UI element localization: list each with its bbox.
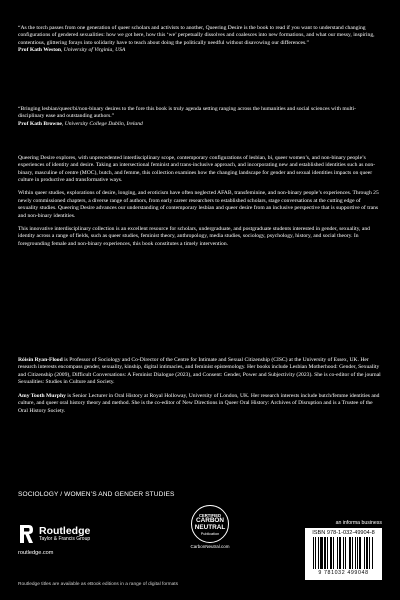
carbon-neutral-badge bbox=[191, 505, 229, 543]
ebook-note: Routledge titles are available as eBook editions in a range of digital formats bbox=[18, 582, 178, 587]
barcode-bar bbox=[318, 537, 319, 569]
badge-line: CERTIFIED bbox=[198, 513, 222, 518]
barcode-bar bbox=[372, 537, 373, 569]
author-bios bbox=[18, 357, 382, 421]
barcode-bar bbox=[349, 537, 351, 569]
barcode-bar bbox=[359, 537, 361, 569]
barcode-bar bbox=[343, 537, 344, 569]
author-name: Róisín Ryan-Flood bbox=[18, 357, 63, 363]
publisher-group: Taylor & Francis Group bbox=[39, 536, 91, 543]
author-bio-text: is Professor of Sociology and Co-Director of the Centre for Intimate and Sexual Citizenship (CISC) at the University of Essex, UK. Her research interests encompass gender, sexuality, kinship, digital intimacies, and feminist epistemology. Her books include Lesbian Motherhood: Gender, Sexuality and Citizenship (2009), Difficult Conversations: A Feminist Dialogue (2023), and Consent: Gender, Power and Subjectivity (2023). She is co-editor of the journal Sexualities: Studies in Culture and Society. bbox=[18, 357, 381, 386]
barcode-bar bbox=[352, 537, 353, 569]
badge-line: NEUTRAL bbox=[194, 523, 226, 531]
quote-affiliation: University College Dublin, Ireland bbox=[64, 120, 143, 127]
endorsement-quote-1: “As the torch passes from one generation of queer scholars and activists to another, Queering Desire is the book to read if you want to understand changing configurations of gendered sexualities: how we got here, how this ‘we’ perpetually dissolves and coalesces into new formations, and what our messy, inspiring, contentious, glittering forays into solidarity have to teach about doing the politically needful without disavowing our differences.” Prof Kath Weston, University of Virginia, USA bbox=[18, 25, 382, 55]
barcode-bar bbox=[324, 537, 326, 569]
barcode-bar bbox=[330, 537, 332, 569]
quote-affiliation: University of Virginia, USA bbox=[63, 47, 126, 54]
barcode-bar bbox=[345, 537, 346, 569]
author-name: Amy Tooth Murphy bbox=[18, 392, 66, 399]
barcode-bar bbox=[357, 537, 358, 569]
description-paragraph: Queering Desire explores, with unprecedented interdisciplinary scope, contemporary configurations of lesbian, bi, queer women’s, and non-binary people’s experiences of identity and desire. Taking an intersectional feminist and trans-inclusive approach, and incorporating new and established identities such as non-binary, masculine of centre (MOC), butch, and femme, this collection examines how the changing landscape for gender and sexual identities impacts on queer culture in productive and transformative ways. bbox=[18, 155, 376, 184]
barcode-bar bbox=[366, 537, 368, 569]
ean-number: 9 781032 499048 bbox=[318, 570, 369, 576]
badge-line: CARBON bbox=[195, 517, 225, 524]
endorsement-quote-2: “Bringing lesbian/queer/bi/non-binary desires to the fore this book is truly agenda setting ranging across the humanities and social sciences with multi-disciplinary ease and outstanding authors.” Prof Kath Browne, University College Dublin, Ireland bbox=[18, 106, 382, 128]
barcode-bar bbox=[333, 537, 334, 569]
barcode-bar bbox=[320, 537, 323, 569]
parent-company: an informa business bbox=[335, 520, 382, 526]
author-bio bbox=[18, 393, 382, 415]
subject-category: SOCIOLOGY / WOMEN’S AND GENDER STUDIES bbox=[18, 491, 175, 498]
barcode-icon bbox=[312, 537, 376, 569]
barcode-bar bbox=[327, 537, 328, 569]
publisher-url[interactable]: routledge.com bbox=[18, 550, 54, 556]
barcode-block bbox=[305, 528, 382, 580]
barcode-bar bbox=[313, 537, 314, 569]
badge-line: Publication bbox=[200, 532, 220, 537]
book-description bbox=[18, 155, 382, 254]
quote-author: Prof Kath Weston bbox=[18, 47, 61, 54]
barcode-bar bbox=[339, 537, 341, 569]
publisher-name: Routledge bbox=[39, 524, 91, 537]
description-paragraph: This innovative interdisciplinary collection is an excellent resource for scholars, undergraduate, and postgraduate students interested in gender, sexuality, and identity across a range of fields, such as queer studies, feminist theory, anthropology, media studies, sociology, psychology, history, and social theory. In foregrounding female and non-binary experiences, this book constitutes a timely intervention. bbox=[18, 225, 370, 247]
isbn-text: ISBN 978-1-032-49904-8 bbox=[312, 530, 375, 536]
quote-text: “Bringing lesbian/queer/bi/non-binary desires to the fore this book is truly agenda setting ranging across the humanities and social sciences with multi-disciplinary ease and outstanding authors.” bbox=[18, 106, 357, 120]
routledge-logo-icon bbox=[18, 524, 34, 544]
publisher-logo bbox=[18, 524, 90, 556]
barcode-bar bbox=[315, 537, 316, 569]
barcode-bar bbox=[369, 537, 370, 569]
barcode-bar bbox=[337, 537, 338, 569]
author-bio-text: is Senior Lecturer in Oral History at Royal Holloway, University of London, UK. Her research interests include butch/femme identities and culture, and queer oral history theory and method. She is the co-editor of New Directions in Queer Oral History: Archives of Disruption and is a Trustee of the Oral History Society. bbox=[18, 392, 380, 414]
quote-author: Prof Kath Browne bbox=[18, 120, 62, 127]
carbon-neutral-url[interactable]: CarbonNeutral.com bbox=[190, 544, 230, 549]
barcode-bar bbox=[364, 537, 365, 569]
description-paragraph: Within queer studies, explorations of desire, longing, and eroticism have often neglected AFAB, transfeminine, and non-binary people’s experiences. Through 25 newly commissioned chapters, a diverse range of authors, from early career researchers to established scholars, stage conversations at the cutting edge of sexuality studies. Queering Desire advances our understanding of contemporary lesbian and queer desire from an inclusive perspective that is supportive of trans and non-binary identities. bbox=[18, 190, 379, 219]
author-bio bbox=[18, 357, 382, 387]
barcode-bar bbox=[355, 537, 356, 569]
quote-text: “As the torch passes from one generation of queer scholars and activists to another, Queering Desire is the book to read if you want to understand changing configurations of gendered sexualities: how we got here, how this ‘we’ perpetually dissolves and coalesces into new formations, and what our messy, inspiring, contentious, glittering forays into solidarity have to teach about doing the politically needful without disavowing our differences.” bbox=[18, 25, 375, 46]
